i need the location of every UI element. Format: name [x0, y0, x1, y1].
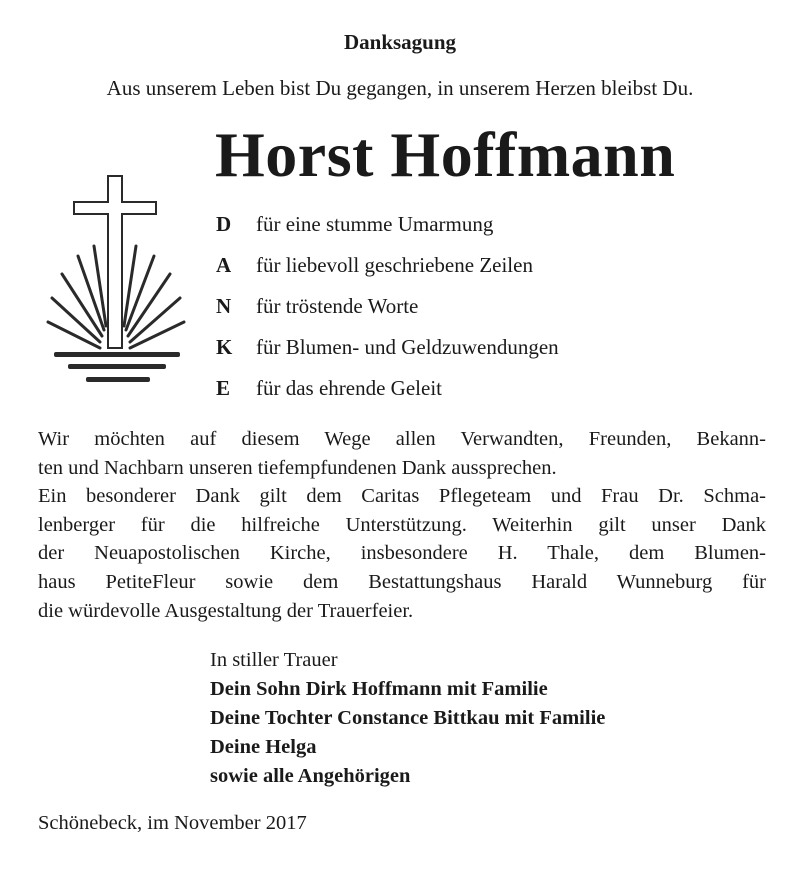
- paragraph-line: haus PetiteFleur sowie dem Bestattungshaus Harald Wunneburg für: [38, 570, 766, 593]
- mourner-line: Deine Tochter Constance Bittkau mit Familie: [210, 707, 606, 729]
- mourner-line: sowie alle Angehörigen: [210, 765, 411, 787]
- acrostic-text: für eine stumme Umarmung: [256, 212, 494, 236]
- acrostic-letter: K: [216, 335, 233, 359]
- notice-heading: Danksagung: [343, 30, 457, 54]
- acrostic-text: für das ehrende Geleit: [256, 376, 442, 400]
- acrostic-text: für tröstende Worte: [256, 294, 419, 318]
- mourner-line: Deine Helga: [210, 736, 317, 758]
- mourners-block: [210, 646, 605, 791]
- acrostic-text: für liebevoll geschriebene Zeilen: [256, 253, 533, 277]
- acrostic-letter: A: [216, 253, 232, 277]
- paragraph-line: Wir möchten auf diesem Wege allen Verwandten, Freunden, Bekann-: [38, 428, 766, 450]
- acrostic-letter: N: [216, 294, 232, 318]
- mourning-intro: In stiller Trauer: [210, 649, 338, 671]
- acrostic-list: [216, 212, 559, 417]
- cross-with-sun-rays-icon: [38, 172, 198, 388]
- acrostic-text: für Blumen- und Geldzuwendungen: [256, 335, 559, 359]
- paragraph-line: die würdevolle Ausgestaltung der Trauerfeier.: [38, 599, 414, 622]
- paragraph-line: der Neuapostolischen Kirche, insbesondere H. Thale, dem Blumen-: [38, 542, 766, 565]
- acrostic-row: [216, 335, 559, 376]
- paragraph-line: ten und Nachbarn unseren tiefempfundenen Dank aussprechen.: [38, 456, 557, 479]
- acrostic-row: [216, 212, 559, 253]
- acrostic-row: [216, 253, 559, 294]
- place-date: Schönebeck, im November 2017: [38, 812, 307, 834]
- acrostic-row: [216, 294, 559, 335]
- acrostic-letter: E: [216, 376, 231, 400]
- deceased-name: Horst Hoffmann: [215, 119, 676, 190]
- thanks-paragraph: [38, 425, 766, 625]
- acrostic-row: [216, 376, 559, 417]
- acrostic-letter: D: [216, 212, 232, 236]
- motto-line: Aus unserem Leben bist Du gegangen, in unserem Herzen bleibst Du.: [106, 76, 694, 100]
- paragraph-line: lenberger für die hilfreiche Unterstützung. Weiterhin gilt unser Dank: [38, 513, 766, 536]
- mourner-line: Dein Sohn Dirk Hoffmann mit Familie: [210, 678, 548, 700]
- paragraph-line: Ein besonderer Dank gilt dem Caritas Pflegeteam und Frau Dr. Schma-: [38, 485, 766, 508]
